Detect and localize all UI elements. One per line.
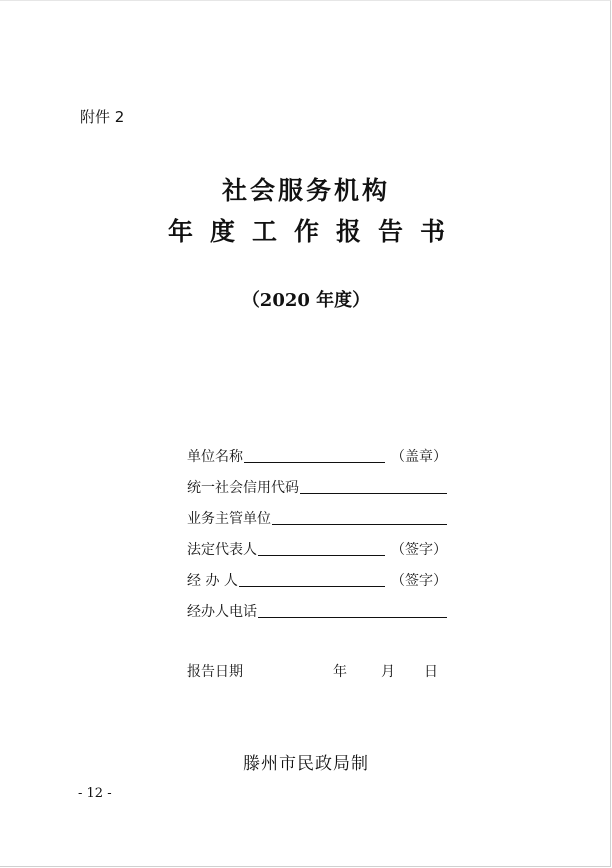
handler-field[interactable] (187, 568, 447, 590)
document-title: 社会服务机构 (221, 176, 390, 205)
handler-label: 经 办 人 (187, 573, 238, 589)
report-date-month: 月 (381, 664, 395, 680)
credit-code-field[interactable] (187, 475, 447, 497)
handler-line[interactable] (239, 585, 385, 587)
supervisor-line[interactable] (272, 523, 447, 525)
legal-rep-label: 法定代表人 (187, 542, 257, 558)
unit-name-label: 单位名称 (187, 449, 243, 465)
document-subtitle: 年度工作报告书 (167, 217, 462, 246)
attachment-label: 附件 2 (80, 108, 125, 126)
credit-code-line[interactable] (300, 492, 447, 494)
report-date-year: 年 (333, 664, 347, 680)
handler-phone-label: 经办人电话 (187, 604, 257, 620)
unit-name-seal-note: （盖章） (391, 449, 447, 465)
page-number: - 12 - (78, 786, 112, 801)
issuer-text: 滕州市民政局制 (243, 754, 369, 774)
handler-phone-line[interactable] (258, 616, 447, 618)
legal-rep-field[interactable] (187, 537, 447, 559)
handler-sign-note: （签字） (391, 573, 447, 589)
unit-name-field[interactable] (187, 444, 447, 466)
handler-phone-field[interactable] (187, 599, 447, 621)
report-date-label: 报告日期 (187, 664, 243, 680)
report-year: （2020 年度） (241, 290, 371, 311)
credit-code-label: 统一社会信用代码 (187, 480, 299, 496)
supervisor-label: 业务主管单位 (187, 511, 271, 527)
unit-name-line[interactable] (244, 461, 385, 463)
supervisor-field[interactable] (187, 506, 447, 528)
legal-rep-line[interactable] (258, 554, 385, 556)
legal-rep-sign-note: （签字） (391, 542, 447, 558)
report-date-day: 日 (424, 664, 438, 680)
